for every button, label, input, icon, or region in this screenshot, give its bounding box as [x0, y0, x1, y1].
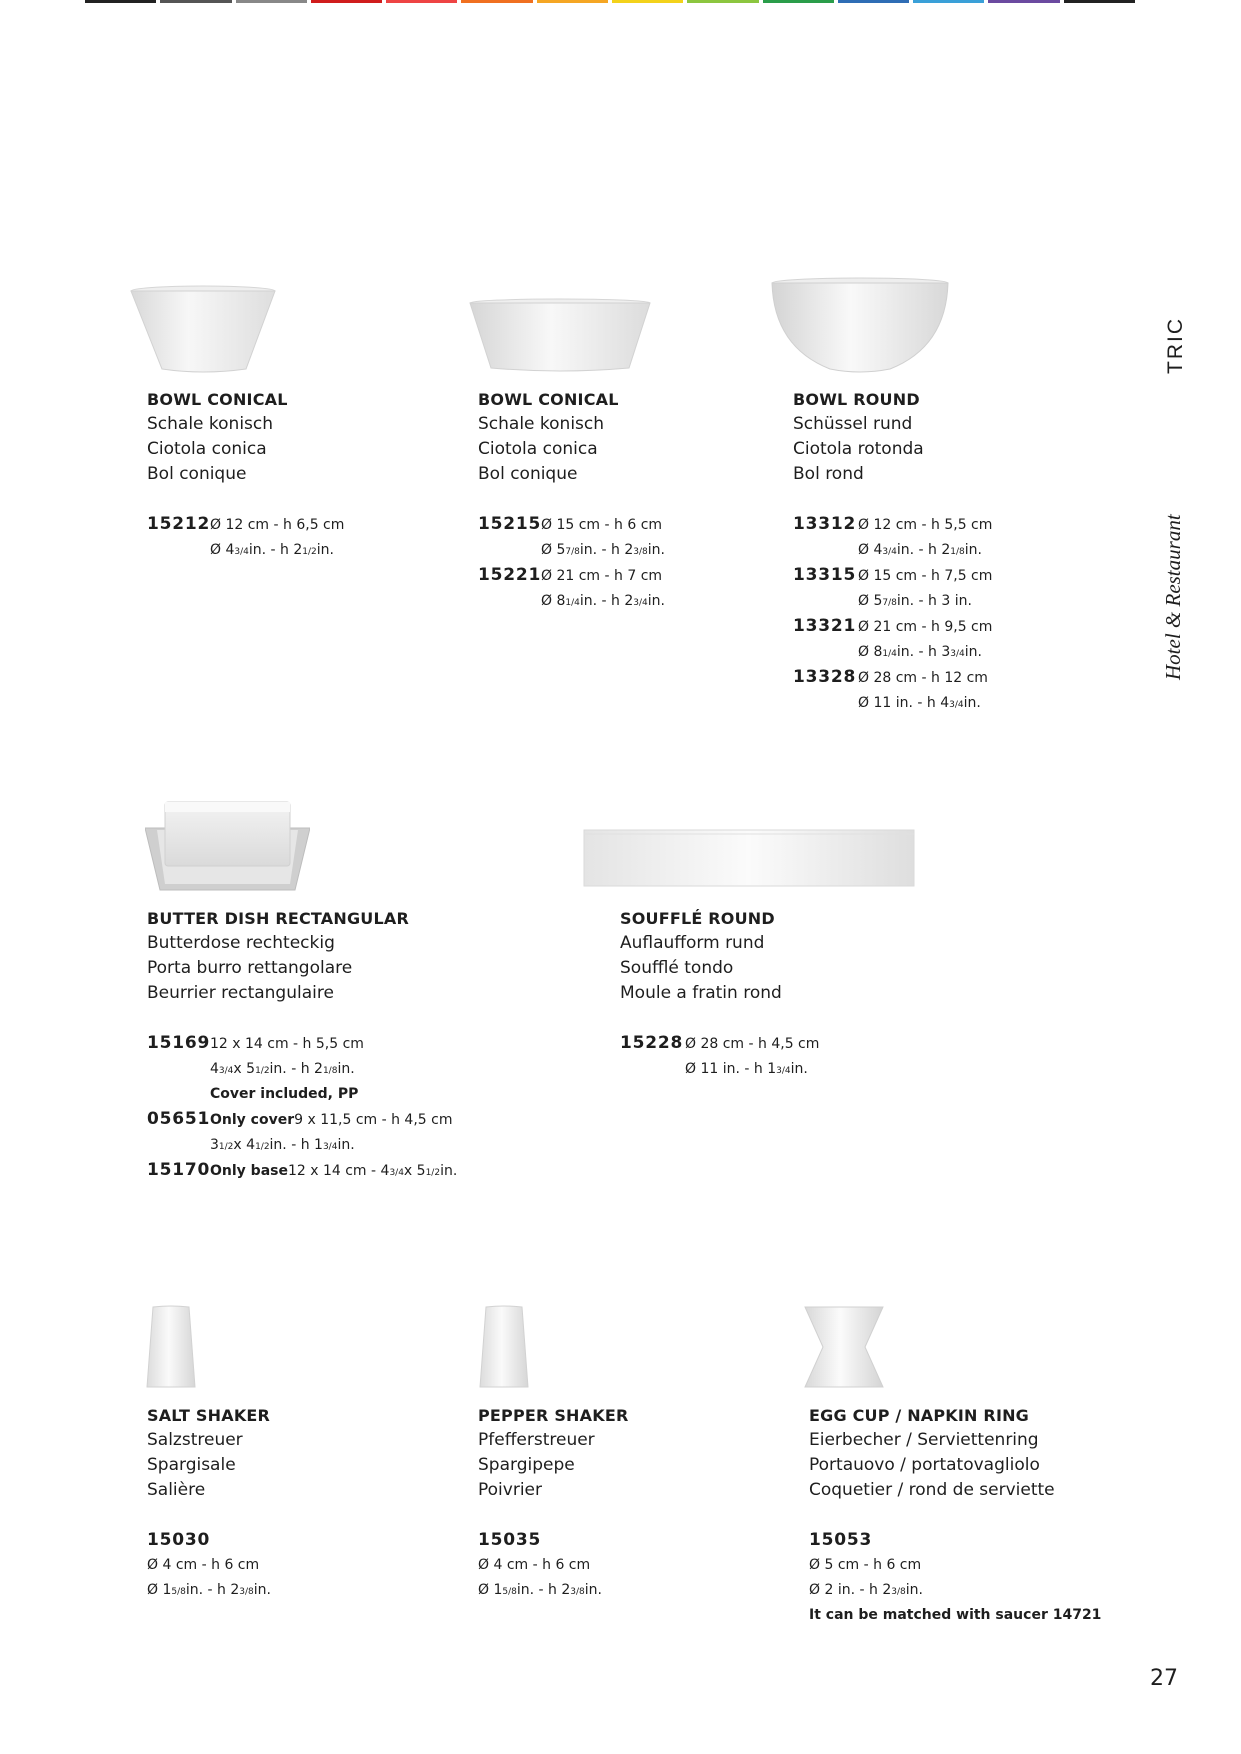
spec-in: Ø 4 3/4 in. - h 2 1/2 in.: [210, 542, 334, 558]
product-name-it: Spargisale: [147, 1455, 236, 1475]
item-code: 15212: [147, 514, 211, 534]
product-name-fr: Poivrier: [478, 1480, 542, 1500]
product-name-it: Ciotola rotonda: [793, 439, 924, 459]
product-specs: [620, 1031, 819, 1082]
spec-label: Only cover: [210, 1112, 295, 1128]
item-code: 15030: [147, 1530, 211, 1550]
product-name: BOWL CONICAL: [478, 390, 619, 409]
item-code: 13315: [793, 565, 857, 585]
spec-row: [793, 563, 992, 589]
spec-in: 3 1/2 x 4 1/2 in. - h 1 3/4 in.: [210, 1137, 355, 1153]
spec-cm: Ø 15 cm - h 7,5 cm: [858, 568, 993, 584]
product-name-fr: Bol rond: [793, 464, 864, 484]
spec-in: Ø 8 1/4 in. - h 3 3/4 in.: [858, 644, 982, 660]
color-swatch: [236, 0, 307, 3]
spec-cm: Ø 4 cm - h 6 cm: [147, 1557, 260, 1573]
item-code: 15215: [478, 514, 542, 534]
product-name-de: Eierbecher / Serviettenring: [809, 1430, 1039, 1450]
product-name-it: Portauovo / portatovagliolo: [809, 1455, 1040, 1475]
product-name: SOUFFLÉ ROUND: [620, 909, 775, 928]
product-name-fr: Bol conique: [478, 464, 578, 484]
product-egg-cup: [809, 1403, 1055, 1503]
product-bowl-conical: [147, 387, 288, 487]
item-code: 05651: [147, 1109, 211, 1129]
spec-in: Ø 1 5/8 in. - h 2 3/8 in.: [478, 1582, 602, 1598]
color-swatch: [386, 0, 457, 3]
spec-row: [147, 1107, 457, 1133]
product-name: SALT SHAKER: [147, 1406, 271, 1425]
color-swatch: [160, 0, 231, 3]
product-pepper-shaker: [478, 1403, 628, 1503]
product-specs: [478, 512, 665, 614]
spec-in: Ø 5 7/8 in. - h 2 3/8 in.: [541, 542, 665, 558]
product-specs: [147, 1031, 457, 1184]
spec-row: [620, 1031, 819, 1057]
color-swatch: [311, 0, 382, 3]
color-swatch: [1064, 0, 1135, 3]
series-label: TRIC: [1164, 317, 1187, 374]
color-swatch: [537, 0, 608, 3]
salt-shaker-image: [145, 1305, 197, 1389]
spec-in: Ø 8 1/4 in. - h 2 3/4 in.: [541, 593, 665, 609]
product-name: BOWL CONICAL: [147, 390, 288, 409]
spec-cm: 12 x 14 cm - 4: [287, 1163, 390, 1179]
color-swatch: [913, 0, 984, 3]
product-specs: [478, 1528, 602, 1603]
bowl-round-image: [770, 277, 950, 375]
spec-cm: Ø 12 cm - h 5,5 cm: [858, 517, 993, 533]
spec-row: [147, 512, 344, 538]
product-name-it: Ciotola conica: [147, 439, 267, 459]
product-specs: [809, 1528, 1101, 1628]
product-name-it: Spargipepe: [478, 1455, 575, 1475]
spec-row: [478, 563, 665, 589]
spec-note: Cover included, PP: [210, 1086, 359, 1102]
spec-cm: Ø 21 cm - h 9,5 cm: [858, 619, 993, 635]
product-bowl-round: [793, 387, 924, 487]
spec-cm: 9 x 11,5 cm - h 4,5 cm: [294, 1112, 453, 1128]
product-name-de: Auflaufform rund: [620, 933, 765, 953]
item-code: 15035: [478, 1530, 542, 1550]
category-label: Hotel & Restaurant: [1161, 514, 1185, 680]
product-butter-dish: [147, 906, 409, 1006]
spec-cm: 12 x 14 cm - h 5,5 cm: [210, 1036, 364, 1052]
spec-cm: Ø 15 cm - h 6 cm: [541, 517, 663, 533]
egg-cup-image: [803, 1305, 885, 1389]
color-swatch: [838, 0, 909, 3]
spec-cm: Ø 28 cm - h 12 cm: [858, 670, 988, 686]
item-code: 13321: [793, 616, 857, 636]
product-name-fr: Beurrier rectangulaire: [147, 983, 334, 1003]
spec-in: Ø 11 in. - h 4 3/4 in.: [858, 695, 981, 711]
product-name-fr: Salière: [147, 1480, 206, 1500]
bowl-conical-image: [128, 285, 278, 375]
product-specs: [147, 1528, 271, 1603]
product-salt-shaker: [147, 1403, 270, 1503]
spec-row: [478, 512, 665, 538]
product-name-de: Schale konisch: [478, 414, 605, 434]
product-name: EGG CUP / NAPKIN RING: [809, 1406, 1030, 1425]
product-name-de: Salzstreuer: [147, 1430, 243, 1450]
spec-in: Ø 1 5/8 in. - h 2 3/8 in.: [147, 1582, 271, 1598]
product-specs: [793, 512, 992, 716]
spec-row: [793, 512, 992, 538]
pepper-shaker-image: [478, 1305, 530, 1389]
bowl-conical-image: [467, 298, 653, 374]
spec-in: Ø 4 3/4 in. - h 2 1/8 in.: [858, 542, 982, 558]
spec-in: 4 3/4 x 5 1/2 in. - h 2 1/8 in.: [210, 1061, 355, 1077]
spec-cm: Ø 21 cm - h 7 cm: [541, 568, 663, 584]
spec-label: Only base: [210, 1163, 288, 1179]
item-code: 13328: [793, 667, 857, 687]
butter-dish-image: [145, 800, 310, 892]
product-name: PEPPER SHAKER: [478, 1406, 629, 1425]
product-name-de: Pfefferstreuer: [478, 1430, 595, 1450]
product-name-it: Ciotola conica: [478, 439, 598, 459]
product-name-de: Butterdose rechteckig: [147, 933, 335, 953]
product-name-fr: Bol conique: [147, 464, 247, 484]
product-bowl-conical: [478, 387, 619, 487]
product-name-it: Soufflé tondo: [620, 958, 734, 978]
spec-note: It can be matched with saucer 14721: [809, 1607, 1102, 1623]
product-name-fr: Moule a fratin rond: [620, 983, 782, 1003]
page-number: 27: [1150, 1666, 1178, 1691]
spec-cm: Ø 12 cm - h 6,5 cm: [210, 517, 345, 533]
color-swatch: [461, 0, 532, 3]
spec-row: [793, 665, 992, 691]
spec-cm: Ø 5 cm - h 6 cm: [809, 1557, 922, 1573]
spec-in: Ø 5 7/8 in. - h 3 in.: [858, 593, 972, 609]
product-name-de: Schüssel rund: [793, 414, 913, 434]
product-specs: [147, 512, 344, 563]
product-name-de: Schale konisch: [147, 414, 274, 434]
color-swatch: [763, 0, 834, 3]
spec-cm: Ø 4 cm - h 6 cm: [478, 1557, 591, 1573]
item-code: 13312: [793, 514, 857, 534]
spec-row: 15170 Only base 12 x 14 cm - 4 3/4 x 5 1/2 in.: [147, 1158, 457, 1184]
color-swatch: [85, 0, 156, 3]
color-swatch: [687, 0, 758, 3]
product-souffle-round: [620, 906, 782, 1006]
spec-row: [793, 614, 992, 640]
item-code: 15053: [809, 1530, 873, 1550]
item-code: 15169: [147, 1033, 211, 1053]
product-name: BUTTER DISH RECTANGULAR: [147, 909, 409, 928]
product-name-fr: Coquetier / rond de serviette: [809, 1480, 1055, 1500]
item-code: 15228: [620, 1033, 684, 1053]
product-name: BOWL ROUND: [793, 390, 920, 409]
color-swatch: [612, 0, 683, 3]
spec-cm: Ø 28 cm - h 4,5 cm: [685, 1036, 820, 1052]
spec-in: Ø 2 in. - h 2 3/8 in.: [809, 1582, 923, 1598]
souffle-dish-image: [583, 828, 915, 888]
spec-row: [147, 1031, 457, 1057]
spec-in: Ø 11 in. - h 1 3/4 in.: [685, 1061, 808, 1077]
color-swatch: [988, 0, 1059, 3]
color-strip: [85, 0, 1135, 3]
product-name-it: Porta burro rettangolare: [147, 958, 353, 978]
item-code: 15170: [147, 1160, 211, 1180]
item-code: 15221: [478, 565, 542, 585]
